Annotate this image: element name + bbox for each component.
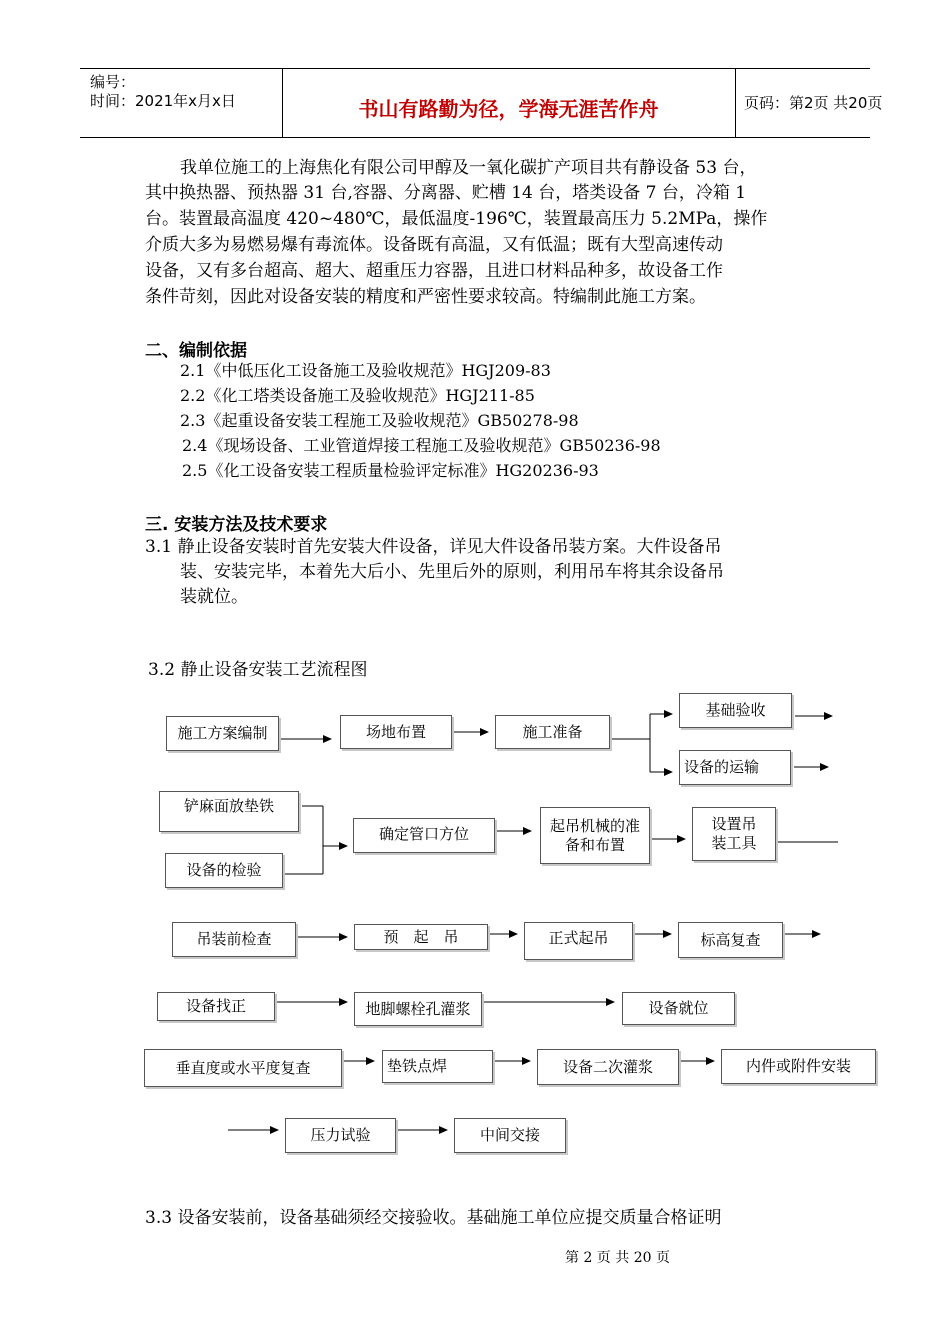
flow-box-nozzle-orientation: 确定管口方位 <box>353 818 495 853</box>
flow-box-construction-plan: 施工方案编制 <box>166 716 279 751</box>
section2-title: 二、编制依据 <box>145 341 247 361</box>
flow-box-foundation-acceptance: 基础验收 <box>679 693 792 728</box>
footer-page-number: 第 2 页 共 20 页 <box>565 1250 670 1266</box>
flow-box-pre-lift-check: 吊装前检查 <box>172 922 296 957</box>
p31-line-2: 装、安装完毕，本着先大后小、先里后外的原则，利用吊车将其余设备吊 <box>180 562 724 582</box>
intro-line-1: 我单位施工的上海焦化有限公司甲醇及一氧化碳扩产项目共有静设备 53 台， <box>180 158 757 178</box>
flow-box-crane-prep <box>540 807 650 864</box>
flow-box-crane-prep-line2: 备和布置 <box>564 835 625 854</box>
flow-box-secondary-grouting: 设备二次灌浆 <box>537 1049 679 1085</box>
flow-box-rigging-tools-line2: 装工具 <box>711 834 757 852</box>
p33-line: 3.3 设备安装前，设备基础须经交接验收。基础施工单位应提交质量合格证明 <box>145 1208 722 1228</box>
flow-box-rigging-tools-line1: 设置吊 <box>711 815 757 833</box>
section3-title: 三. 安装方法及技术要求 <box>145 515 328 535</box>
p32-title: 3.2 静止设备安装工艺流程图 <box>148 660 368 680</box>
flow-box-handover: 中间交接 <box>454 1118 566 1153</box>
flow-box-chisel-shims: 铲麻面放垫铁 <box>159 791 299 832</box>
flow-box-anchor-grouting: 地脚螺栓孔灌浆 <box>354 992 482 1026</box>
flow-box-pressure-test: 压力试验 <box>285 1118 396 1153</box>
p31-line-1: 3.1 静止设备安装时首先安装大件设备，详见大件设备吊装方案。大件设备吊 <box>145 537 722 557</box>
ref-item-4: 2.4《现场设备、工业管道焊接工程施工及验收规范》GB50236-98 <box>182 436 661 455</box>
ref-item-1: 2.1《中低压化工设备施工及验收规范》HGJ209-83 <box>180 361 551 380</box>
flow-box-pre-lift: 预 起 吊 <box>354 924 488 950</box>
flow-box-crane-prep-line1: 起吊机械的准 <box>549 816 640 835</box>
flow-box-shim-welding: 垫铁点焊 <box>382 1050 493 1083</box>
flow-box-in-position: 设备就位 <box>622 992 735 1025</box>
number-label: 编号： <box>90 73 136 91</box>
ref-item-2: 2.2《化工塔类设备施工及验收规范》HGJ211-85 <box>180 386 535 405</box>
flow-box-internals-install: 内件或附件安装 <box>721 1049 876 1084</box>
flow-box-equipment-inspection: 设备的检验 <box>165 853 283 888</box>
motto: 书山有路勤为径，学海无涯苦作舟 <box>358 97 659 121</box>
date-label: 时间：2021年x月x日 <box>90 92 236 110</box>
flow-box-rigging-tools <box>692 807 776 861</box>
p31-line-3: 装就位。 <box>180 587 248 607</box>
page-label: 页码：第2页 共20页 <box>744 94 883 112</box>
intro-line-3: 台。装置最高温度 420~480℃，最低温度-196℃，装置最高压力 5.2MPa，操作 <box>145 209 768 229</box>
flow-box-elevation-check: 标高复查 <box>678 922 783 958</box>
flow-box-equipment-transport: 设备的运输 <box>679 750 791 785</box>
flow-box-formal-lift: 正式起吊 <box>524 922 633 960</box>
ref-item-5: 2.5《化工设备安装工程质量检验评定标准》HG20236-93 <box>182 461 599 480</box>
flow-box-verticality-check: 垂直度或水平度复查 <box>144 1049 342 1087</box>
ref-item-3: 2.3《起重设备安装工程施工及验收规范》GB50278-98 <box>180 411 579 430</box>
flow-box-site-layout: 场地布置 <box>340 715 452 749</box>
intro-line-6: 条件苛刻，因此对设备安装的精度和严密性要求较高。特编制此施工方案。 <box>145 287 706 307</box>
flow-box-alignment: 设备找正 <box>157 992 275 1021</box>
flow-box-construction-prep: 施工准备 <box>495 715 610 749</box>
intro-line-2: 其中换热器、预热器 31 台,容器、分离器、贮槽 14 台，塔类设备 7 台，冷箱 1 <box>145 183 747 203</box>
intro-line-5: 设备，又有多台超高、超大、超重压力容器，且进口材料品种多，故设备工作 <box>145 261 723 281</box>
intro-line-4: 介质大多为易燃易爆有毒流体。设备既有高温，又有低温；既有大型高速传动 <box>145 235 723 255</box>
